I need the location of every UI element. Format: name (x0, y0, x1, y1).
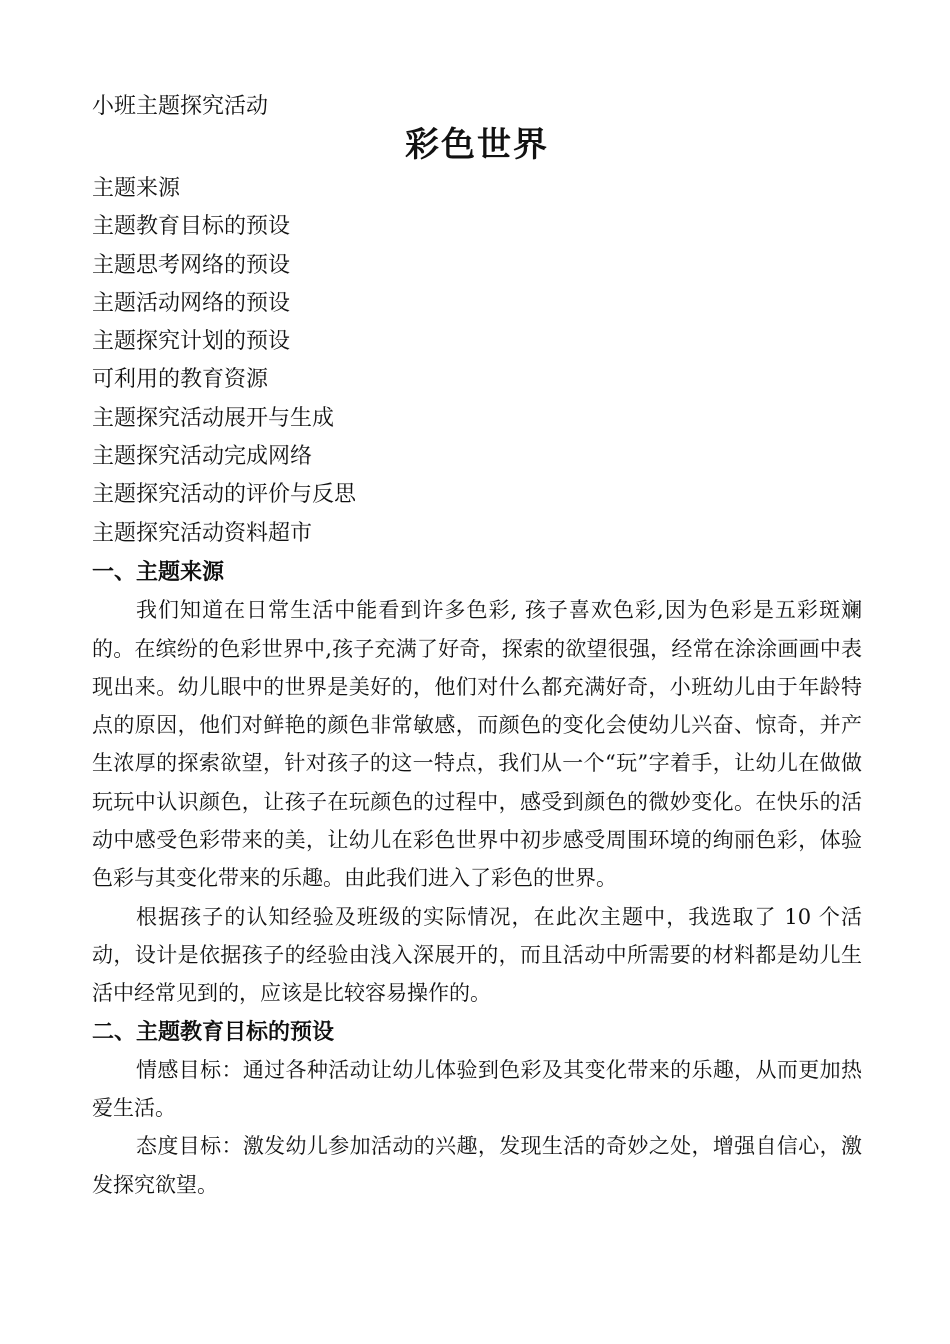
toc-item: 主题思考网络的预设 (92, 252, 291, 278)
document-subtitle: 小班主题探究活动 (92, 94, 269, 119)
table-of-contents (92, 170, 862, 553)
body-paragraph: 我们知道在日常生活中能看到许多色彩, 孩子喜欢色彩,因为色彩是五彩斑斓的。在缤纷的色彩世界中,孩子充满了好奇，探索的欲望很强，经常在涂涂画画中表现出来。幼儿眼中的世界是美好的，他们对什么都充满好奇，小班幼儿由于年龄特点的原因，他们对鲜艳的颜色非常敏感，而颜色的变化会使幼儿兴奋、惊奇，并产生浓厚的探索欲望，针对孩子的这一特点，我们从一个“玩”字着手，让幼儿在做做玩玩中认识颜色，让孩子在玩颜色的过程中，感受到颜色的微妙变化。在快乐的活动中感受色彩带来的美，让幼儿在彩色世界中初步感受周围环境的绚丽色彩，体验色彩与其变化带来的乐趣。由此我们进入了彩色的世界。 (92, 598, 862, 891)
section-heading-education-goals: 二、主题教育目标的预设 (92, 1018, 335, 1045)
toc-item: 主题探究活动完成网络 (92, 444, 313, 470)
body-paragraph: 情感目标：通过各种活动让幼儿体验到色彩及其变化带来的乐趣，从而更加热爱生活。 (92, 1057, 862, 1121)
toc-item: 主题活动网络的预设 (92, 290, 291, 316)
toc-item: 主题来源 (92, 176, 181, 201)
toc-item: 主题探究活动资料超市 (92, 520, 313, 546)
toc-item: 主题探究活动展开与生成 (92, 405, 335, 431)
toc-item: 可利用的教育资源 (92, 367, 269, 393)
document-title: 彩色世界 (405, 125, 549, 165)
body-paragraph: 根据孩子的认知经验及班级的实际情况，在此次主题中，我选取了 10 个活动，设计是依据孩子的经验由浅入深展开的，而且活动中所需要的材料都是幼儿生活中经常见到的，应该是比较容易操作的。 (92, 904, 862, 1006)
document-page (92, 88, 862, 1204)
body-paragraph: 态度目标：激发幼儿参加活动的兴趣，发现生活的奇妙之处，增强自信心，激发探究欲望。 (92, 1134, 862, 1197)
section-heading-topic-source: 一、主题来源 (92, 558, 225, 585)
toc-item: 主题探究计划的预设 (92, 329, 291, 355)
toc-item: 主题探究活动的评价与反思 (92, 482, 357, 508)
toc-item: 主题教育目标的预设 (92, 214, 291, 240)
